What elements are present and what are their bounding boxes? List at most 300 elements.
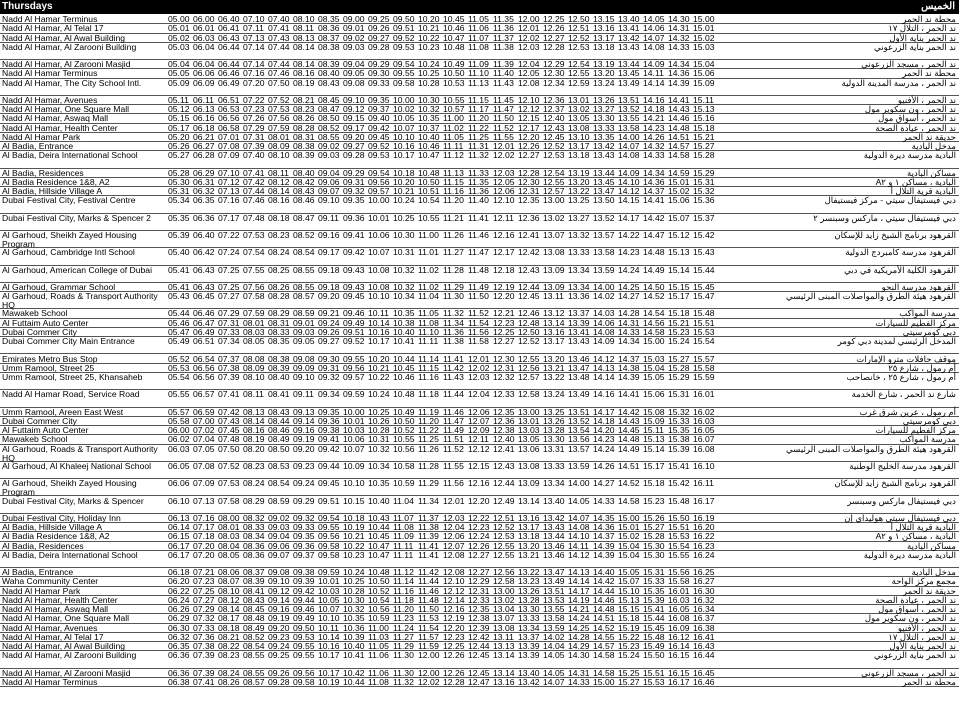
departure-time: 11.35 [468, 176, 489, 187]
departure-time: 11.12 [443, 150, 464, 161]
departure-time: 14.32 [668, 32, 690, 43]
table-row [0, 196, 959, 213]
departure-time: 09.54 [393, 59, 415, 70]
departure-time: 15.48 [693, 308, 715, 319]
departure-time: 14.56 [643, 317, 665, 328]
departure-time: 07.29 [193, 604, 215, 615]
departure-time: 12.38 [493, 425, 515, 436]
departure-time: 15.26 [643, 512, 665, 523]
departure-time: 07.39 [193, 650, 215, 661]
departure-time: 16.32 [693, 594, 715, 605]
departure-time: 10.21 [343, 531, 365, 542]
departure-time: 12.20 [493, 291, 515, 302]
departure-time: 11.22 [418, 425, 439, 436]
departure-time: 10.57 [443, 104, 465, 115]
departure-time: 16.08 [693, 443, 715, 454]
departure-time: 14.31 [568, 667, 590, 678]
departure-time: 10.43 [368, 512, 390, 523]
departure-time: 07.56 [268, 113, 290, 124]
departure-time: 15.36 [693, 195, 715, 206]
departure-time: 10.01 [343, 415, 365, 426]
departure-time: 11.00 [443, 113, 464, 124]
departure-time: 14.12 [593, 353, 615, 364]
departure-time: 07.56 [243, 281, 265, 292]
departure-time: 08.23 [243, 460, 265, 471]
departure-time: 10.24 [368, 389, 390, 400]
departure-times [168, 337, 718, 346]
departure-time: 12.02 [518, 32, 540, 43]
departure-time: 16.14 [668, 641, 690, 652]
departure-time: 14.05 [543, 650, 565, 661]
departure-time: 11.36 [468, 186, 489, 197]
departure-time: 10.40 [368, 495, 390, 506]
departure-time: 12.43 [493, 460, 515, 471]
departure-time: 06.45 [193, 291, 215, 302]
departure-time: 16.45 [693, 667, 715, 678]
departure-time: 13.39 [518, 650, 540, 661]
departure-time: 08.23 [218, 650, 240, 661]
stop-name-en: Al Garhoud, Sheikh Zayed Housing Program [2, 230, 137, 250]
departure-time: 07.23 [243, 104, 265, 115]
departure-time: 07.10 [218, 167, 240, 178]
departure-time: 09.27 [343, 141, 365, 152]
departure-time: 11.48 [468, 264, 489, 275]
departure-time: 06.36 [168, 667, 190, 678]
departure-time: 11.08 [368, 676, 389, 687]
departure-time: 08.48 [243, 613, 265, 624]
departure-time: 08.26 [293, 113, 315, 124]
departure-time: 14.33 [643, 150, 665, 161]
departure-time: 08.49 [243, 622, 265, 633]
departure-time: 12.28 [518, 167, 540, 178]
stop-name-en: Nadd Al Hamar, Al Zarooni Building [2, 41, 137, 52]
stop-name-ar: دبي فيستيفال ماركس وسبنسر [847, 495, 956, 506]
departure-time: 15.00 [693, 14, 715, 24]
departure-time: 10.35 [393, 308, 415, 319]
departure-time: 08.40 [268, 372, 290, 382]
departure-time: 10.07 [318, 604, 340, 615]
departure-time: 11.32 [468, 150, 489, 161]
departure-time: 10.30 [418, 94, 440, 105]
departure-time: 12.31 [468, 585, 490, 596]
departure-time: 11.10 [418, 326, 439, 337]
departure-time: 06.35 [193, 195, 215, 206]
departure-time: 09.59 [318, 567, 340, 578]
departure-time: 09.25 [268, 650, 290, 661]
departure-time: 06.05 [168, 460, 190, 471]
departure-time: 09.33 [293, 522, 315, 533]
departure-time: 11.34 [418, 495, 439, 506]
departure-time: 06.51 [193, 336, 215, 347]
departure-time: 12.23 [493, 317, 515, 328]
departure-time: 10.25 [343, 576, 365, 587]
departure-time: 08.08 [243, 353, 265, 364]
departure-time: 13.12 [543, 308, 565, 319]
departure-time: 11.29 [443, 281, 464, 292]
departure-time: 15.09 [643, 415, 665, 426]
stop-name-ar: البادية مدرسة ديرة الدولية [863, 150, 956, 161]
departure-time: 15.14 [643, 443, 665, 454]
stop-name-en: Nadd Al Hamar, Health Center [2, 594, 118, 605]
departure-time: 11.27 [443, 247, 464, 258]
departure-time: 10.05 [318, 594, 340, 605]
departure-time: 12.04 [518, 59, 540, 70]
departure-time: 12.17 [493, 247, 515, 258]
departure-time: 10.17 [318, 650, 340, 661]
departure-time: 09.03 [293, 326, 315, 337]
departure-time: 15.03 [643, 353, 665, 364]
departure-time: 14.39 [618, 372, 640, 382]
departure-time: 15.27 [668, 353, 690, 364]
departure-time: 13.43 [543, 522, 565, 533]
departure-time: 11.03 [368, 631, 389, 642]
departure-time: 06.46 [218, 68, 240, 79]
departure-time: 11.20 [393, 604, 414, 615]
departure-time: 11.20 [468, 113, 489, 124]
departure-time: 09.45 [343, 291, 365, 302]
departure-time: 10.54 [368, 594, 390, 605]
departure-time: 06.29 [168, 613, 190, 624]
departure-time: 16.19 [693, 512, 715, 523]
departure-time: 15.33 [643, 576, 665, 587]
departure-time: 11.13 [443, 167, 464, 178]
departure-time: 11.25 [418, 434, 439, 445]
departure-time: 07.17 [218, 212, 240, 223]
departure-time: 05.46 [168, 317, 190, 328]
departure-time: 08.37 [243, 567, 265, 578]
departure-time: 10.55 [418, 212, 440, 223]
departure-time: 14.23 [643, 122, 665, 133]
departure-time: 11.40 [468, 195, 489, 206]
departure-time: 15.48 [643, 631, 665, 642]
departure-time: 16.01 [693, 389, 715, 400]
departure-time: 14.58 [593, 667, 615, 678]
departure-time: 10.28 [418, 77, 440, 88]
stop-name-ar: ند الحمر ، الأفنيو [897, 622, 956, 633]
departure-time: 14.58 [618, 495, 640, 506]
departure-time: 14.34 [643, 167, 665, 178]
departure-time: 11.47 [443, 415, 464, 426]
departure-time: 08.39 [293, 150, 315, 161]
departure-time: 13.00 [543, 195, 565, 206]
departure-time: 09.57 [368, 186, 390, 197]
departure-time: 10.40 [343, 641, 365, 652]
departure-time: 14.45 [618, 425, 640, 436]
departure-time: 06.36 [193, 212, 215, 223]
departure-time: 11.40 [493, 68, 514, 79]
departure-time: 11.04 [418, 291, 439, 302]
departure-time: 13.19 [593, 59, 615, 70]
departure-time: 13.44 [618, 59, 640, 70]
departure-time: 07.53 [243, 230, 265, 240]
departure-time: 07.44 [268, 59, 290, 70]
departure-time: 05.57 [168, 406, 190, 417]
departure-time: 10.06 [343, 434, 365, 445]
departure-time: 09.36 [293, 540, 315, 551]
departure-time: 11.41 [443, 353, 464, 364]
departure-time: 12.30 [493, 353, 515, 364]
departure-time: 10.44 [368, 522, 390, 533]
departure-time: 09.26 [368, 23, 390, 34]
departure-time: 07.53 [268, 104, 290, 115]
departure-time: 15.27 [618, 676, 640, 687]
stop-name-en: Al Badia, Hillside Village A [2, 522, 103, 533]
departure-time: 09.57 [343, 372, 365, 382]
departure-time: 15.31 [643, 567, 665, 578]
departure-time: 09.39 [293, 576, 315, 587]
departure-time: 11.09 [393, 531, 414, 542]
departure-time: 15.54 [668, 540, 690, 551]
departure-time: 11.11 [393, 540, 414, 551]
departure-time: 10.41 [343, 650, 365, 661]
departure-time: 08.54 [243, 641, 265, 652]
departure-time: 13.27 [568, 212, 590, 223]
departure-time: 15.12 [668, 230, 690, 240]
stop-name-en: Dubai Commer City [2, 415, 77, 426]
departure-time: 11.30 [393, 650, 414, 661]
departure-time: 11.02 [418, 264, 439, 275]
departure-time: 05.58 [168, 415, 190, 426]
stop-name-en: Nadd Al Hamar Park [2, 585, 81, 596]
departure-time: 12.19 [443, 613, 465, 624]
stop-name-ar: ند الحمر ، التلال ١٧ [888, 23, 956, 34]
departure-time: 10.11 [368, 308, 389, 319]
departure-time: 08.01 [218, 522, 240, 533]
departure-time: 05.35 [168, 212, 190, 223]
departure-time: 15.28 [693, 150, 715, 161]
departure-time: 05.40 [168, 247, 190, 258]
stop-name-ar: مجمع مركز الواحة [891, 576, 956, 587]
departure-time: 08.12 [218, 594, 240, 605]
departure-time: 06.40 [193, 230, 215, 240]
departure-time: 09.10 [343, 94, 365, 105]
departure-times [168, 231, 718, 240]
departure-time: 16.17 [693, 495, 715, 506]
departure-time: 13.44 [543, 531, 565, 542]
departure-time: 15.17 [643, 460, 665, 471]
stop-name-ar: القرهود هيئة الطرق والمواصلات المبنى الرئيسي [786, 291, 956, 302]
departure-time: 07.54 [243, 247, 265, 258]
departure-time: 07.27 [218, 291, 240, 302]
departure-time: 14.42 [593, 576, 615, 587]
departure-time: 14.27 [618, 291, 640, 302]
departure-time: 13.59 [593, 264, 615, 275]
departure-time: 12.03 [518, 41, 540, 52]
departure-time: 13.36 [568, 291, 590, 302]
departure-time: 12.25 [493, 326, 515, 337]
departure-time: 15.00 [593, 676, 615, 687]
departure-time: 15.39 [668, 443, 690, 454]
departure-time: 12.01 [443, 495, 465, 506]
table-row [0, 248, 959, 265]
departure-time: 13.23 [518, 576, 540, 587]
departure-time: 11.02 [418, 281, 439, 292]
stop-name-ar: القرهود برنامج الشيخ زايد للإسكان [834, 478, 956, 489]
departure-time: 13.55 [618, 113, 640, 124]
departure-time: 06.38 [168, 676, 190, 687]
departure-time: 07.41 [218, 389, 240, 400]
departure-time: 13.45 [618, 68, 640, 79]
departure-time: 06.01 [193, 23, 215, 34]
departure-time: 09.28 [368, 41, 390, 52]
departure-time: 11.59 [418, 641, 439, 652]
stop-name-en: Nadd Al Hamar, One Square Mall [2, 104, 130, 115]
departure-time: 08.43 [318, 77, 340, 88]
departure-time: 06.10 [168, 495, 190, 506]
departure-time: 07.16 [193, 512, 215, 523]
departure-time: 14.50 [643, 281, 665, 292]
departure-time: 11.37 [493, 32, 514, 43]
departure-time: 10.41 [393, 336, 415, 347]
stop-name-ar: ند الحمر ، مسجد الزرعوني [861, 667, 956, 678]
departure-time: 13.54 [568, 425, 590, 436]
departure-time: 10.37 [418, 122, 440, 133]
departure-time: 13.24 [593, 77, 615, 88]
departure-time: 09.58 [318, 540, 340, 551]
departure-time: 13.01 [568, 94, 590, 105]
departure-time: 11.07 [393, 512, 414, 523]
departure-time: 11.20 [443, 195, 464, 206]
departure-time: 13.49 [543, 576, 565, 587]
departure-times [168, 651, 718, 660]
departure-time: 09.01 [293, 317, 315, 328]
departure-time: 09.02 [318, 141, 340, 152]
departure-time: 15.33 [668, 415, 690, 426]
departure-time: 07.13 [243, 32, 265, 43]
departure-time: 14.46 [593, 594, 615, 605]
stop-name-ar: مدخل البادية [911, 567, 956, 578]
stop-name-ar: مساكن البادية [907, 540, 956, 551]
departure-time: 05.44 [168, 308, 190, 319]
departure-time: 06.15 [168, 531, 190, 542]
departure-time: 16.38 [693, 622, 715, 633]
departure-time: 06.06 [193, 68, 215, 79]
departure-time: 11.46 [418, 585, 439, 596]
departure-time: 08.26 [218, 676, 240, 687]
departure-time: 12.16 [443, 604, 465, 615]
departure-time: 14.25 [568, 622, 590, 633]
departure-time: 10.47 [368, 549, 390, 560]
departure-time: 15.10 [618, 585, 640, 596]
departure-time: 16.07 [693, 434, 715, 445]
departure-time: 15.41 [668, 460, 690, 471]
stop-name-en: Al Badia, Hillside Village A [2, 186, 103, 197]
departure-time: 08.14 [243, 415, 265, 426]
departure-time: 13.14 [518, 495, 540, 506]
departure-time: 15.49 [643, 641, 665, 652]
departure-time: 12.42 [518, 247, 540, 258]
departure-time: 11.02 [443, 122, 464, 133]
departure-times [168, 43, 718, 52]
departure-time: 13.35 [593, 131, 615, 142]
departure-time: 13.37 [518, 631, 540, 642]
departure-time: 07.25 [218, 281, 240, 292]
departure-time: 12.07 [468, 415, 490, 426]
departure-time: 08.11 [268, 167, 289, 178]
departure-time: 10.30 [343, 594, 365, 605]
departure-time: 13.06 [518, 443, 540, 454]
departure-time: 08.34 [243, 531, 265, 542]
stop-name-ar: أم رمول ، عرين شرق غرب [859, 406, 956, 417]
stop-name-ar: محطة ند الحمر [902, 68, 956, 79]
departure-time: 10.03 [318, 585, 340, 596]
departure-time: 11.21 [443, 212, 464, 223]
departure-time: 15.25 [618, 667, 640, 678]
departure-time: 13.30 [518, 604, 540, 615]
departure-time: 08.23 [293, 104, 315, 115]
departure-time: 06.54 [193, 353, 215, 364]
departure-time: 13.28 [518, 594, 540, 605]
departure-time: 10.49 [393, 406, 415, 417]
departure-time: 07.29 [218, 308, 240, 319]
departure-time: 13.55 [543, 604, 565, 615]
departure-time: 10.00 [368, 195, 390, 206]
departure-time: 09.29 [368, 59, 390, 70]
departure-time: 14.08 [618, 150, 640, 161]
departure-time: 09.33 [368, 77, 390, 88]
departure-time: 11.27 [393, 631, 414, 642]
departure-time: 06.32 [193, 186, 215, 197]
stop-name-ar: ند الحمر بناية الزرعوني [874, 650, 956, 661]
departure-time: 15.57 [693, 353, 715, 364]
stop-name-en: Al Badia Residence 1&8, A2 [2, 531, 110, 542]
departure-time: 11.39 [493, 59, 514, 70]
departure-time: 14.34 [668, 59, 690, 70]
departure-time: 11.16 [418, 372, 439, 382]
departure-time: 08.28 [293, 122, 315, 133]
departure-time: 12.26 [443, 667, 465, 678]
departure-time: 13.00 [493, 585, 515, 596]
departure-time: 11.44 [443, 389, 464, 400]
departure-time: 05.05 [168, 68, 190, 79]
departure-time: 06.04 [193, 59, 215, 70]
departure-time: 09.02 [268, 512, 290, 523]
departure-time: 11.15 [468, 94, 489, 105]
stop-name-ar: البادية قرية التلال أ [890, 522, 956, 533]
departure-time: 13.17 [543, 336, 565, 347]
departure-time: 12.12 [518, 104, 540, 115]
departure-time: 07.16 [218, 195, 240, 206]
departure-time: 10.09 [343, 460, 365, 471]
departure-time: 14.13 [593, 362, 615, 373]
departure-time: 07.05 [193, 443, 215, 454]
departure-time: 10.22 [418, 32, 440, 43]
departure-time: 11.05 [468, 14, 489, 24]
departure-time: 05.41 [168, 264, 190, 275]
departure-time: 10.35 [343, 613, 365, 624]
departure-time: 10.17 [368, 336, 390, 347]
departure-time: 06.06 [168, 478, 190, 489]
departure-time: 10.05 [393, 113, 415, 124]
departure-time: 14.14 [643, 77, 665, 88]
departure-time: 14.23 [593, 434, 615, 445]
departure-time: 10.00 [393, 94, 415, 105]
departure-time: 14.28 [618, 308, 640, 319]
departure-time: 15.54 [693, 336, 715, 347]
stop-name-en: Nadd Al Hamar, Al Awal Building [2, 641, 126, 652]
departure-time: 13.16 [518, 512, 540, 523]
departure-time: 12.17 [518, 122, 540, 133]
departure-time: 12.43 [518, 264, 540, 275]
departure-time: 12.19 [493, 281, 515, 292]
stop-name-en: Nadd Al Hamar, One Square Mall [2, 613, 130, 624]
departure-time: 10.28 [368, 425, 390, 436]
departure-time: 07.41 [268, 23, 290, 34]
departure-time: 15.19 [618, 622, 640, 633]
departure-time: 13.47 [543, 567, 565, 578]
schedule-header [0, 0, 959, 14]
departure-time: 06.16 [193, 113, 215, 124]
